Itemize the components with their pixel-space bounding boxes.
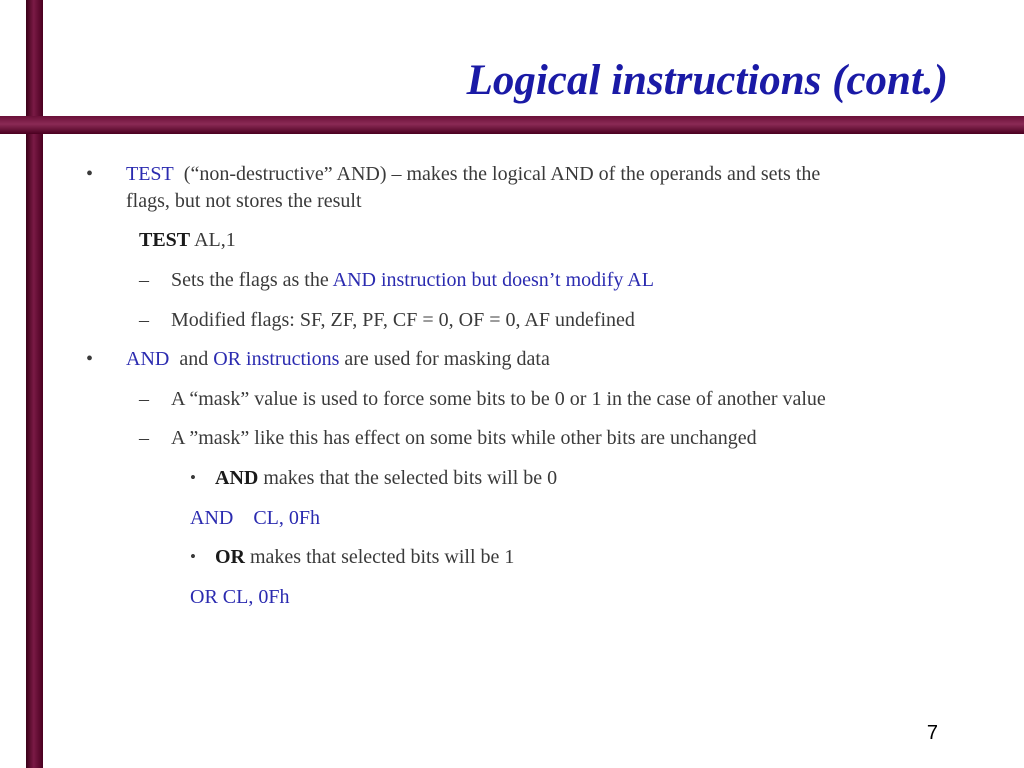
bullet-test-cont: flags, but not stores the result — [126, 190, 362, 212]
sub-sub-item-or — [215, 543, 514, 571]
or-example: OR CL, 0Fh — [190, 586, 290, 608]
and-connector: and — [179, 348, 209, 370]
bullet-marker: • — [86, 348, 94, 370]
test-keyword: TEST — [126, 163, 174, 185]
bullet-test — [126, 160, 820, 188]
page-number: 7 — [926, 722, 938, 744]
sub-item-sets-flags — [171, 266, 654, 294]
bullet-and-or — [126, 345, 550, 373]
and-example-op: AND — [190, 507, 234, 529]
dash-marker: – — [139, 388, 149, 410]
and-example — [190, 504, 320, 532]
or-instructions: OR instructions — [213, 348, 340, 370]
sub-item-modified-flags: Modified flags: SF, ZF, PF, CF = 0, OF = 0, AF undefined — [171, 309, 635, 331]
dash-marker: – — [139, 427, 149, 449]
sets-flags-text: Sets the flags as the — [171, 269, 333, 291]
sub-item-mask-effect: A ”mask” like this has effect on some bits while other bits are unchanged — [171, 427, 757, 449]
dash-marker: – — [139, 269, 149, 291]
and-effect-text: makes that the selected bits will be 0 — [263, 467, 558, 489]
or-bold-keyword: OR — [215, 546, 245, 568]
sub-item-mask-value: A “mask” value is used to force some bits to be 0 or 1 in the case of another value — [171, 388, 826, 410]
test-example — [139, 226, 236, 254]
and-keyword: AND — [126, 348, 170, 370]
and-bold-keyword: AND — [215, 467, 259, 489]
test-example-keyword: TEST — [139, 229, 191, 251]
sets-flags-highlight: AND instruction but doesn’t modify AL — [332, 269, 654, 291]
and-example-args: CL, 0Fh — [253, 507, 321, 529]
dash-marker: – — [139, 309, 149, 331]
masking-text: are used for masking data — [344, 348, 550, 370]
bullet-marker: • — [86, 163, 94, 185]
sub-bullet-marker: • — [190, 468, 196, 487]
sub-sub-item-and — [215, 464, 557, 492]
horizontal-accent-bar — [0, 116, 1024, 134]
sub-bullet-marker: • — [190, 547, 196, 566]
slide-title: Logical instructions (cont.) — [466, 57, 948, 104]
test-description: (“non-destructive” AND) – makes the logical AND of the operands and sets the — [183, 163, 821, 185]
or-effect-text: makes that selected bits will be 1 — [250, 546, 515, 568]
test-example-operands: AL,1 — [194, 229, 236, 251]
